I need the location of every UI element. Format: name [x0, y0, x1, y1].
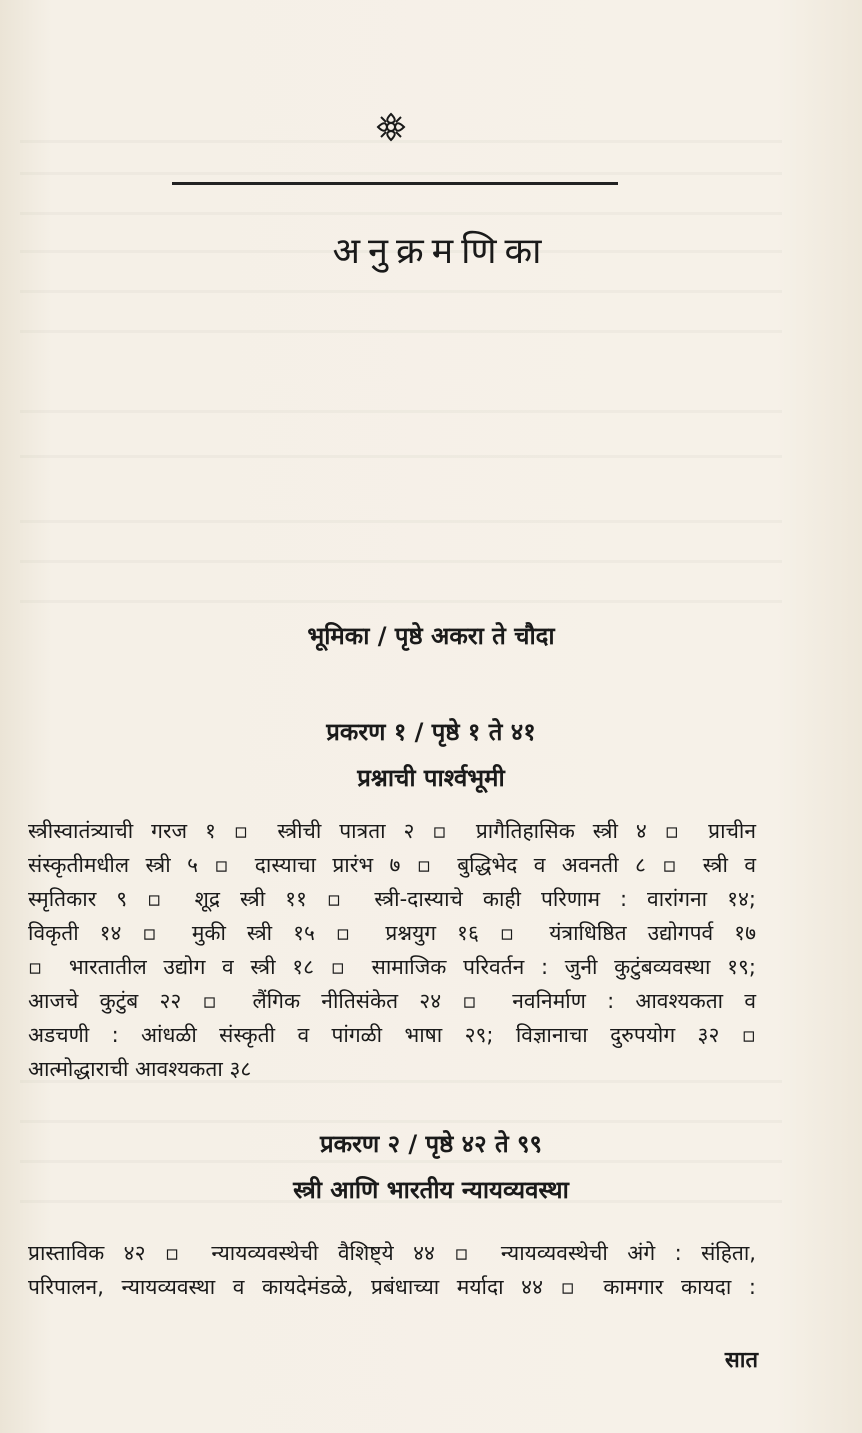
contents-line: ▫ भारतातील उद्योग व स्त्री १८ ▫ सामाजिक परिवर्तन : जुनी कुटुंबव्यवस्था १९; [28, 955, 756, 979]
page-title: अनुक्रमणिका [332, 231, 550, 272]
show-through-line [20, 212, 782, 215]
chapter-2-title: स्त्री आणि भारतीय न्यायव्यवस्था [293, 1176, 569, 1204]
show-through-line [20, 1160, 782, 1163]
chapter-1-title: प्रश्नाची पार्श्वभूमी [357, 764, 505, 792]
chapter-1-contents [28, 814, 756, 1086]
title-rule [172, 182, 618, 185]
ornament-icon [376, 112, 406, 142]
show-through-line [20, 330, 782, 333]
show-through-line [20, 455, 782, 458]
contents-line: स्मृतिकार ९ ▫ शूद्र स्त्री ११ ▫ स्त्री-दास्याचे काही परिणाम : वारांगना १४; [28, 887, 756, 911]
contents-line: आजचे कुटुंब २२ ▫ लैंगिक नीतिसंकेत २४ ▫ नवनिर्माण : आवश्यकता व [28, 989, 756, 1013]
show-through-line [20, 560, 782, 563]
contents-line: आत्मोद्धाराची आवश्यकता ३८ [28, 1057, 252, 1081]
show-through-line [20, 600, 782, 603]
contents-line: संस्कृतीमधील स्त्री ५ ▫ दास्याचा प्रारंभ ७ ▫ बुद्धिभेद व अवनती ८ ▫ स्त्री व [28, 853, 756, 877]
contents-line: स्त्रीस्वातंत्र्याची गरज १ ▫ स्त्रीची पात्रता २ ▫ प्रागैतिहासिक स्त्री ४ ▫ प्राचीन [28, 819, 756, 843]
chapter-2-contents [28, 1236, 756, 1304]
contents-line: विकृती १४ ▫ मुकी स्त्री १५ ▫ प्रश्नयुग १६ ▫ यंत्राधिष्ठित उद्योगपर्व १७ [28, 921, 756, 945]
show-through-line [20, 290, 782, 293]
contents-line: अडचणी : आंधळी संस्कृती व पांगळी भाषा २९; विज्ञानाचा दुरुपयोग ३२ ▫ [28, 1023, 756, 1047]
page-number: सात [724, 1348, 758, 1373]
show-through-line [20, 172, 782, 175]
chapter-2-label: प्रकरण २ / पृष्ठे ४२ ते ९९ [319, 1130, 542, 1158]
chapter-1-label: प्रकरण १ / पृष्ठे १ ते ४१ [326, 718, 536, 746]
contents-line: प्रास्ताविक ४२ ▫ न्यायव्यवस्थेची वैशिष्ट्ये ४४ ▫ न्यायव्यवस्थेची अंगे : संहिता, [28, 1241, 756, 1265]
show-through-line [20, 1120, 782, 1123]
contents-line: परिपालन, न्यायव्यवस्था व कायदेमंडळे, प्रबंधाच्या मर्यादा ४४ ▫ कामगार कायदा : [28, 1275, 756, 1299]
show-through-line [20, 410, 782, 413]
show-through-line [20, 520, 782, 523]
preface-heading: भूमिका / पृष्ठे अकरा ते चौदा [307, 622, 555, 650]
